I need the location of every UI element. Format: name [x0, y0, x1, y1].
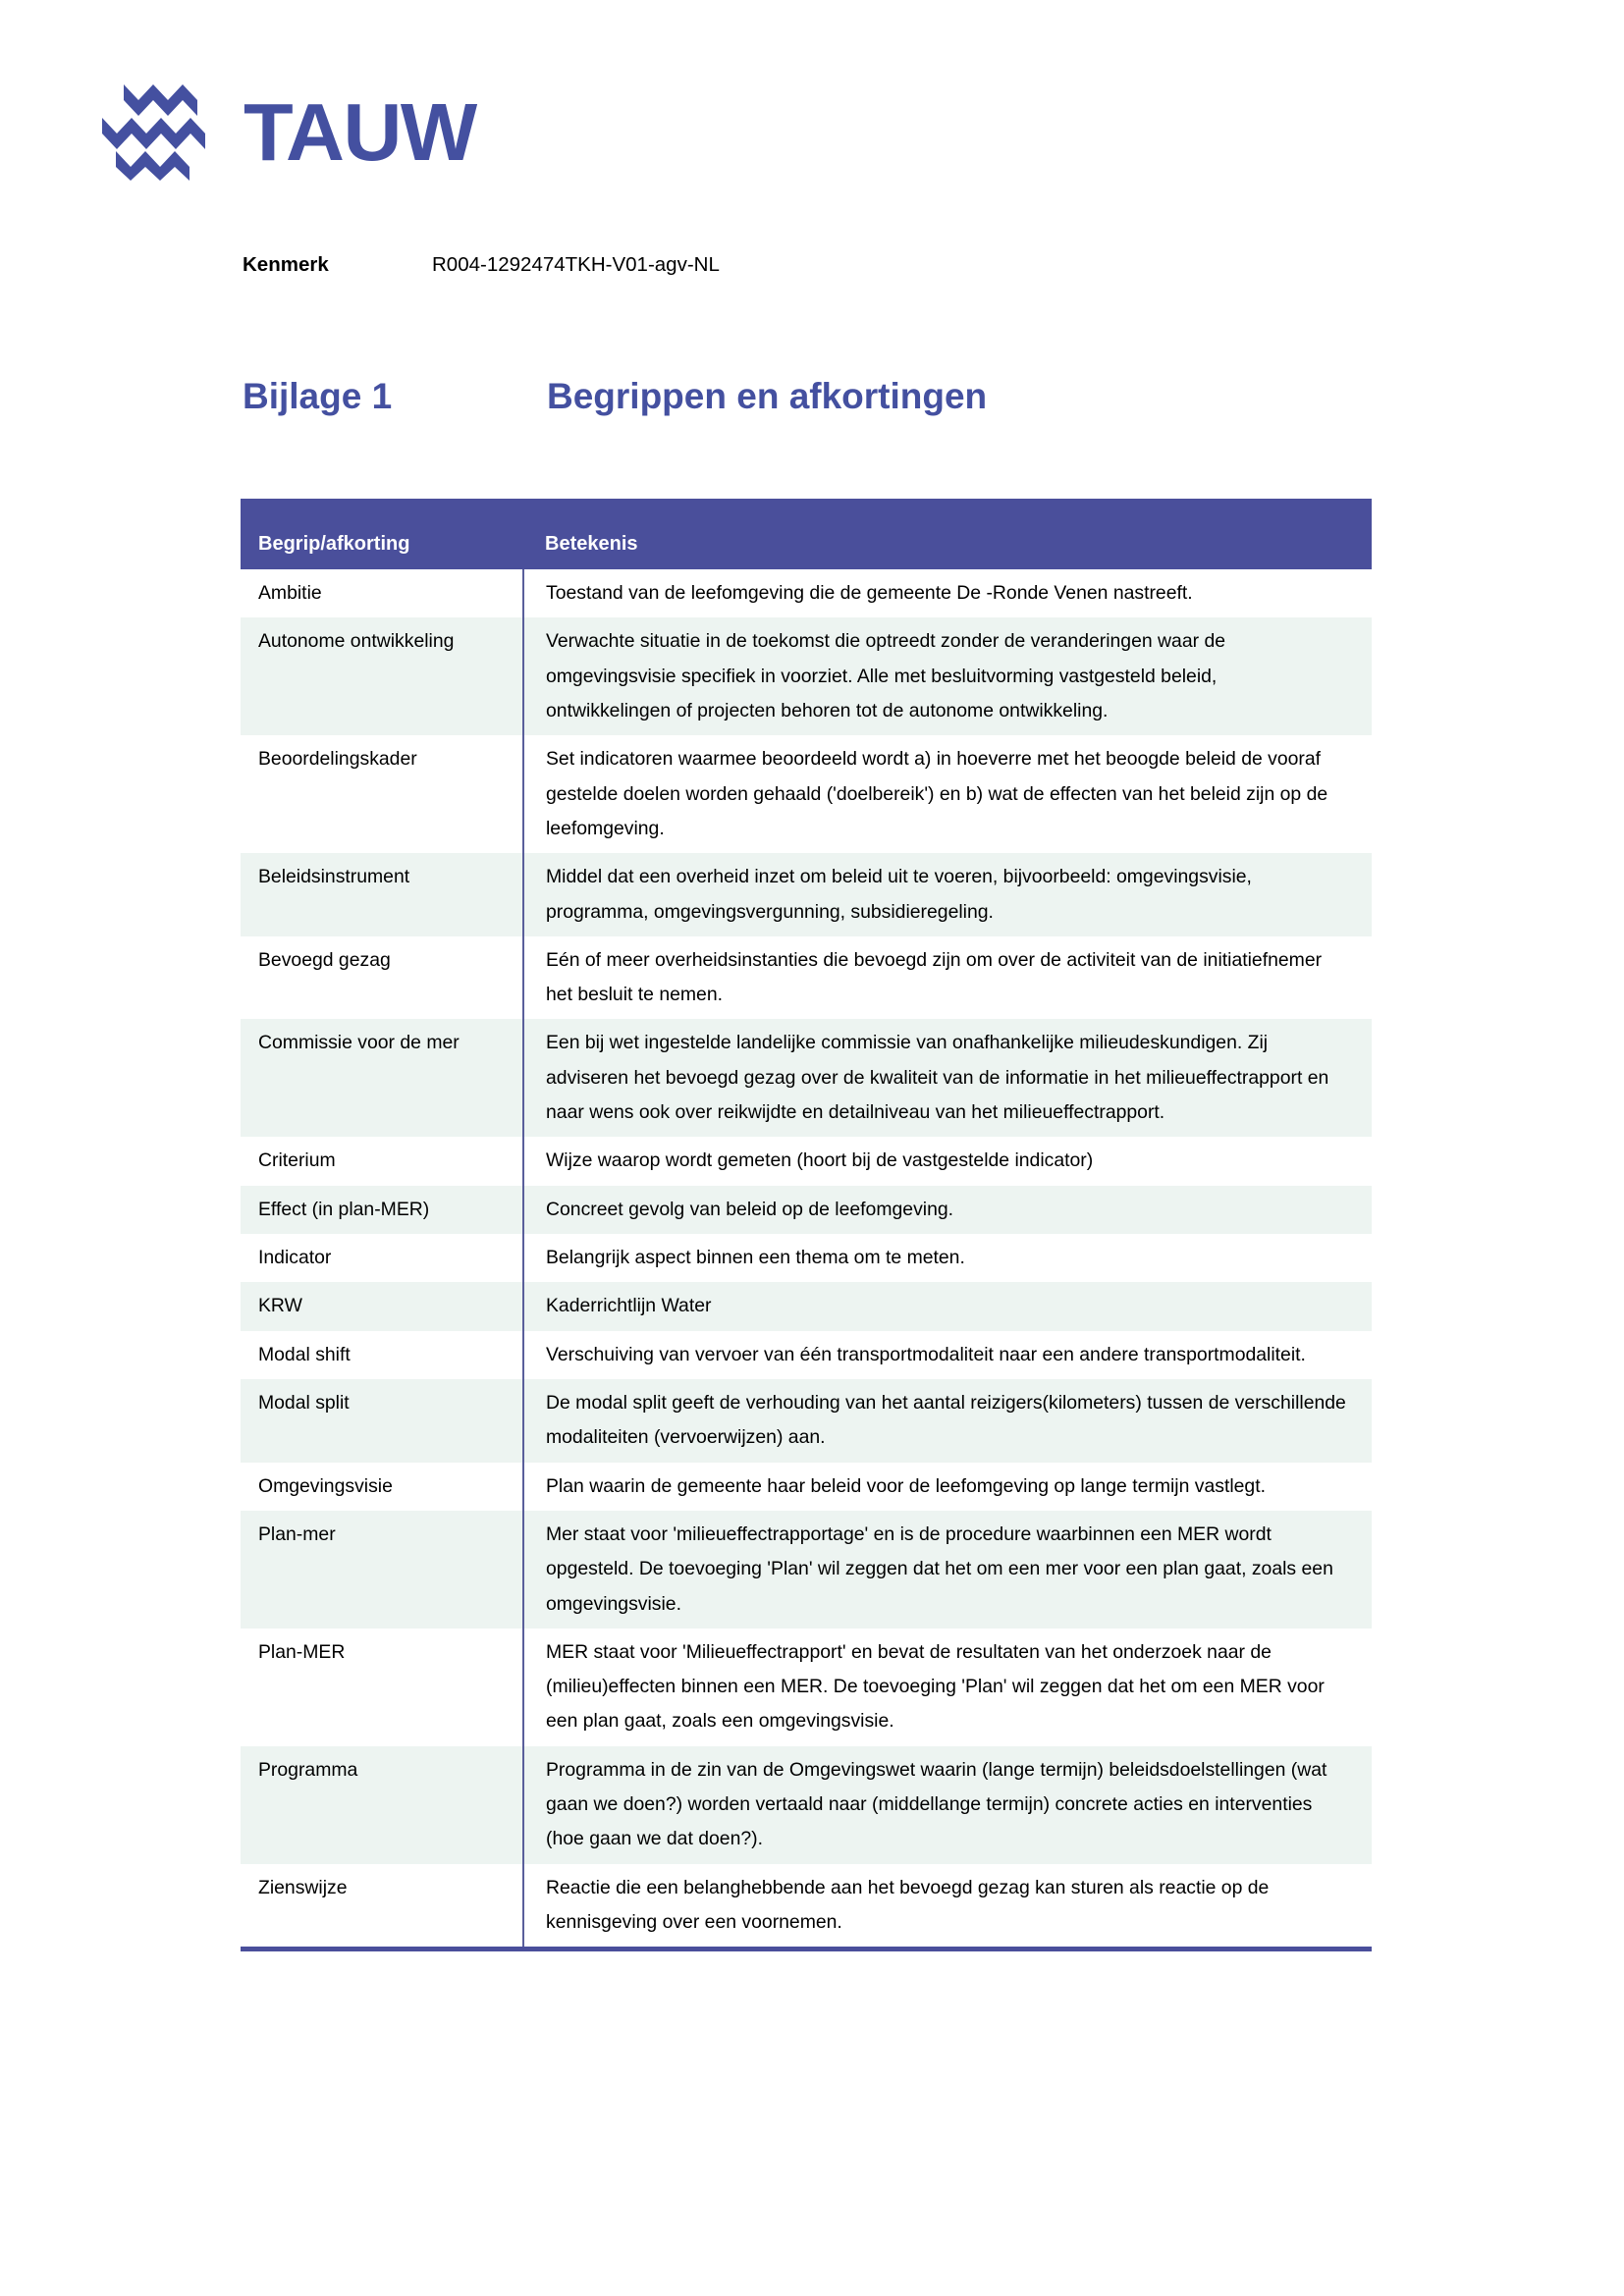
kenmerk-label: Kenmerk — [243, 253, 329, 276]
glossary-table-head — [241, 499, 1372, 569]
glossary-definition: Een bij wet ingestelde landelijke commissie van onafhankelijke milieudeskundigen. Zij adviseren het bevoegd gezag over de kwaliteit van de informatie in het milieueffectrapport en naar wens ook over reikwijdte en detailniveau van het milieueffectrapport. — [523, 1019, 1372, 1137]
glossary-term: Indicator — [241, 1234, 523, 1282]
glossary-definition: Wijze waarop wordt gemeten (hoort bij de vastgestelde indicator) — [523, 1137, 1372, 1185]
brand-logo — [94, 79, 476, 185]
glossary-term: Plan-MER — [241, 1629, 523, 1746]
appendix-number: Bijlage 1 — [243, 376, 393, 416]
table-row — [241, 1463, 1372, 1511]
table-row — [241, 1629, 1372, 1746]
glossary-term: Ambitie — [241, 569, 523, 617]
glossary-definition: Set indicatoren waarmee beoordeeld wordt a) in hoeverre met het beoogde beleid de vooraf gestelde doelen worden gehaald ('doelbereik') en b) wat de effecten van het beleid zijn op de leefomgeving. — [523, 735, 1372, 853]
column-header-begrip: Begrip/afkorting — [241, 499, 523, 569]
table-row — [241, 1186, 1372, 1234]
page-title — [243, 376, 987, 418]
glossary-term: Effect (in plan-MER) — [241, 1186, 523, 1234]
table-header-row — [241, 499, 1372, 569]
glossary-table-body — [241, 569, 1372, 1949]
glossary-term: Zienswijze — [241, 1864, 523, 1949]
table-row — [241, 1864, 1372, 1949]
column-header-betekenis: Betekenis — [523, 499, 1372, 569]
table-row — [241, 853, 1372, 936]
glossary-term: Beoordelingskader — [241, 735, 523, 853]
glossary-definition: Plan waarin de gemeente haar beleid voor de leefomgeving op lange termijn vastlegt. — [523, 1463, 1372, 1511]
tauw-chevron-lattice-logo-icon — [94, 79, 218, 185]
glossary-definition: Programma in de zin van de Omgevingswet waarin (lange termijn) beleidsdoelstellingen (wat gaan we doen?) worden vertaald naar (middellange termijn) concrete acties en interventies (hoe gaan we dat doen?). — [523, 1746, 1372, 1864]
kenmerk-value: R004-1292474TKH-V01-agv-NL — [432, 253, 720, 276]
glossary-definition: Toestand van de leefomgeving die de gemeente De -Ronde Venen nastreeft. — [523, 569, 1372, 617]
table-row — [241, 936, 1372, 1020]
glossary-term: Autonome ontwikkeling — [241, 617, 523, 735]
glossary-definition: Concreet gevolg van beleid op de leefomgeving. — [523, 1186, 1372, 1234]
glossary-term: Plan-mer — [241, 1511, 523, 1629]
glossary-definition: Reactie die een belanghebbende aan het bevoegd gezag kan sturen als reactie op de kennisgeving over een voornemen. — [523, 1864, 1372, 1949]
kenmerk-row — [243, 253, 720, 278]
glossary-term: Commissie voor de mer — [241, 1019, 523, 1137]
table-row — [241, 1511, 1372, 1629]
glossary-table-container — [241, 499, 1372, 1951]
glossary-definition: MER staat voor 'Milieueffectrapport' en bevat de resultaten van het onderzoek naar de (milieu)effecten binnen een MER. De toevoeging 'Plan' wil zeggen dat het om een MER voor een plan gaat, zoals een omgevingsvisie. — [523, 1629, 1372, 1746]
glossary-term: Criterium — [241, 1137, 523, 1185]
glossary-term: Omgevingsvisie — [241, 1463, 523, 1511]
glossary-definition: De modal split geeft de verhouding van het aantal reizigers(kilometers) tussen de verschillende modaliteiten (vervoerwijzen) aan. — [523, 1379, 1372, 1463]
glossary-term: Programma — [241, 1746, 523, 1864]
table-row — [241, 1137, 1372, 1185]
glossary-term: KRW — [241, 1282, 523, 1330]
glossary-term: Beleidsinstrument — [241, 853, 523, 936]
glossary-term: Modal split — [241, 1379, 523, 1463]
glossary-definition: Verwachte situatie in de toekomst die optreedt zonder de veranderingen waar de omgevingsvisie specifiek in voorziet. Alle met besluitvorming vastgesteld beleid, ontwikkelingen of projecten behoren tot de autonome ontwikkeling. — [523, 617, 1372, 735]
glossary-definition: Verschuiving van vervoer van één transportmodaliteit naar een andere transportmodaliteit. — [523, 1331, 1372, 1379]
table-row — [241, 1379, 1372, 1463]
glossary-definition: Eén of meer overheidsinstanties die bevoegd zijn om over de activiteit van de initiatiefnemer het besluit te nemen. — [523, 936, 1372, 1020]
glossary-definition: Belangrijk aspect binnen een thema om te meten. — [523, 1234, 1372, 1282]
appendix-title: Begrippen en afkortingen — [547, 376, 988, 416]
glossary-term: Bevoegd gezag — [241, 936, 523, 1020]
table-row — [241, 1331, 1372, 1379]
glossary-definition: Kaderrichtlijn Water — [523, 1282, 1372, 1330]
table-row — [241, 735, 1372, 853]
glossary-table — [241, 499, 1372, 1951]
table-row — [241, 1282, 1372, 1330]
table-row — [241, 1234, 1372, 1282]
glossary-definition: Middel dat een overheid inzet om beleid uit te voeren, bijvoorbeeld: omgevingsvisie, programma, omgevingsvergunning, subsidieregeling. — [523, 853, 1372, 936]
glossary-term: Modal shift — [241, 1331, 523, 1379]
table-row — [241, 1746, 1372, 1864]
table-row — [241, 569, 1372, 617]
table-row — [241, 1019, 1372, 1137]
glossary-definition: Mer staat voor 'milieueffectrapportage' en is de procedure waarbinnen een MER wordt opgesteld. De toevoeging 'Plan' wil zeggen dat het om een mer voor een plan gaat, zoals een omgevingsvisie. — [523, 1511, 1372, 1629]
brand-wordmark: TAUW — [244, 85, 476, 178]
table-row — [241, 617, 1372, 735]
